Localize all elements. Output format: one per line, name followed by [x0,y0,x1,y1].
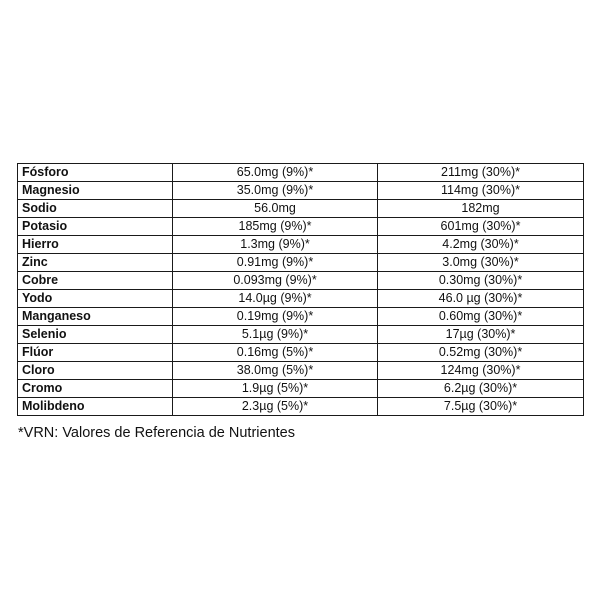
nutrient-value-a: 185mg (9%)* [173,218,378,236]
table-row [18,164,584,182]
table-row [18,344,584,362]
nutrient-name: Cobre [18,272,173,290]
nutrient-value-b: 0.30mg (30%)* [378,272,584,290]
table-row [18,380,584,398]
table-row [18,398,584,416]
nutrient-value-b: 124mg (30%)* [378,362,584,380]
nutrient-value-b: 0.60mg (30%)* [378,308,584,326]
nutrient-value-a: 35.0mg (9%)* [173,182,378,200]
nutrient-value-a: 56.0mg [173,200,378,218]
nutrient-value-b: 6.2µg (30%)* [378,380,584,398]
nutrient-value-a: 0.093mg (9%)* [173,272,378,290]
nutrient-name: Magnesio [18,182,173,200]
nutrient-table [17,163,584,416]
nutrient-value-a: 0.19mg (9%)* [173,308,378,326]
nutrient-value-b: 0.52mg (30%)* [378,344,584,362]
nutrient-name: Yodo [18,290,173,308]
nutrient-value-b: 114mg (30%)* [378,182,584,200]
nutrient-value-b: 7.5µg (30%)* [378,398,584,416]
nutrient-value-b: 17µg (30%)* [378,326,584,344]
nutrient-name: Selenio [18,326,173,344]
nutrient-name: Potasio [18,218,173,236]
nutrient-name: Hierro [18,236,173,254]
nutrient-table-body [18,164,584,416]
nutrient-value-b: 3.0mg (30%)* [378,254,584,272]
table-row [18,254,584,272]
nutrient-value-a: 2.3µg (5%)* [173,398,378,416]
table-row [18,182,584,200]
nutrient-value-a: 0.91mg (9%)* [173,254,378,272]
table-row [18,362,584,380]
table-row [18,272,584,290]
nutrient-value-a: 14.0µg (9%)* [173,290,378,308]
table-row [18,200,584,218]
nutrient-value-b: 182mg [378,200,584,218]
nutrient-name: Cloro [18,362,173,380]
nutrient-value-b: 601mg (30%)* [378,218,584,236]
nutrient-value-a: 0.16mg (5%)* [173,344,378,362]
table-row [18,218,584,236]
table-row [18,308,584,326]
footnote: *VRN: Valores de Referencia de Nutrientes [18,425,295,441]
nutrient-value-a: 65.0mg (9%)* [173,164,378,182]
table-row [18,290,584,308]
nutrient-name: Cromo [18,380,173,398]
nutrient-value-b: 211mg (30%)* [378,164,584,182]
nutrient-name: Flúor [18,344,173,362]
nutrient-name: Manganeso [18,308,173,326]
nutrient-value-a: 1.9µg (5%)* [173,380,378,398]
nutrient-name: Sodio [18,200,173,218]
nutrient-value-a: 5.1µg (9%)* [173,326,378,344]
table-row [18,326,584,344]
nutrient-value-a: 38.0mg (5%)* [173,362,378,380]
nutrient-name: Fósforo [18,164,173,182]
table-row [18,236,584,254]
nutrient-name: Molibdeno [18,398,173,416]
nutrient-value-a: 1.3mg (9%)* [173,236,378,254]
nutrient-value-b: 4.2mg (30%)* [378,236,584,254]
nutrient-value-b: 46.0 µg (30%)* [378,290,584,308]
nutrient-name: Zinc [18,254,173,272]
